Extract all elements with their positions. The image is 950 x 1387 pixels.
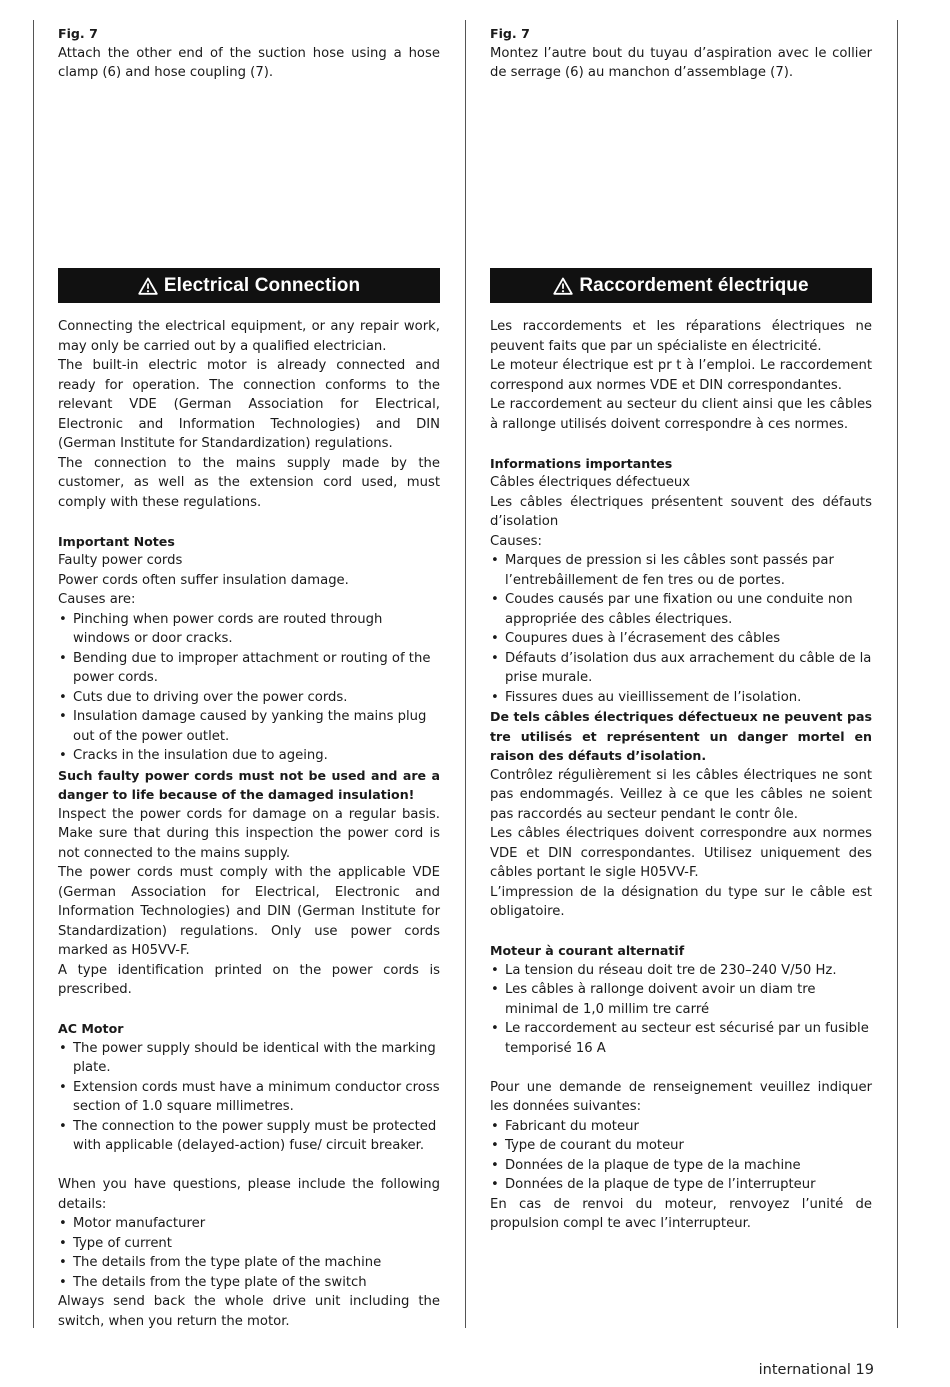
list-item: • Données de la plaque de type de la machine — [490, 1156, 872, 1176]
right-intro-3: Le raccordement au secteur du client ainsi que les câbles à rallonge utilisés doivent correspondre à ces normes. — [490, 397, 872, 432]
right-closing: En cas de renvoi du moteur, renvoyez l’unité de propulsion compl te avec l’interrupteur. — [490, 1196, 872, 1231]
list-item: • The details from the type plate of the machine — [58, 1253, 440, 1273]
left-ac-list — [58, 1039, 440, 1156]
left-intro-1: Connecting the electrical equipment, or any repair work, may only be carried out by a qualified electrician. — [58, 319, 440, 354]
right-ac-list — [490, 961, 872, 1059]
left-closing: Always send back the whole drive unit including the switch, when you return the motor. — [58, 1294, 440, 1329]
left-section-title: Electrical Connection — [163, 274, 361, 296]
right-questions-list — [490, 1117, 872, 1195]
left-causes-list — [58, 610, 440, 766]
center-column-rule — [465, 20, 466, 1328]
left-body — [58, 317, 440, 1331]
list-item: • Extension cords must have a minimum conductor cross section of 1.0 square millimetres. — [58, 1078, 440, 1117]
list-item: • Données de la plaque de type de l’interrupteur — [490, 1175, 872, 1195]
list-item: • Coupures dues à l’écrasement des câbles — [490, 629, 872, 649]
left-questions-list — [58, 1214, 440, 1292]
right-body — [490, 317, 872, 1234]
left-after-warning-1: Inspect the power cords for damage on a regular basis. Make sure that during this inspection the power cord is not connected to the mains supply. — [58, 806, 440, 861]
right-notes-line-2: Les câbles électriques présentent souvent des défauts d’isolation — [490, 494, 872, 529]
list-item: • Insulation damage caused by yanking the mains plug out of the power outlet. — [58, 707, 440, 746]
list-item: • Les câbles à rallonge doivent avoir un diam tre minimal de 1,0 millim tre carré — [490, 980, 872, 1019]
right-section-header — [490, 268, 872, 303]
left-after-warning-3: A type identification printed on the power cords is prescribed. — [58, 962, 440, 997]
page-footer: international 19 — [758, 1362, 874, 1378]
left-danger-warning: Such faulty power cords must not be used and are a danger to life because of the damaged insulation! — [58, 767, 440, 802]
warning-triangle-icon — [553, 277, 573, 295]
left-notes-line-1: Faulty power cords — [58, 553, 183, 568]
left-fig-text: Attach the other end of the suction hose using a hose clamp (6) and hose coupling (7). — [58, 45, 440, 80]
right-intro-1: Les raccordements et les réparations électriques ne peuvent faits que par un spécialiste en électricité. — [490, 319, 872, 354]
left-after-warning-2: The power cords must comply with the applicable VDE (German Association for Electrical, Electronic and Information Technologies) and DIN (German Institute for Standardization) regulations. Only use power cords marked as H05VV-F. — [58, 865, 440, 958]
right-notes-line-3: Causes: — [490, 533, 542, 549]
left-fig-section — [58, 24, 440, 83]
right-section-title: Raccordement électrique — [579, 274, 809, 296]
right-fig-label: Fig. 7 — [490, 26, 530, 41]
left-ac-heading: AC Motor — [58, 1021, 124, 1036]
left-margin-rule — [33, 20, 34, 1328]
left-questions-intro: When you have questions, please include the following details: — [58, 1177, 440, 1212]
list-item: • Bending due to improper attachment or routing of the power cords. — [58, 649, 440, 688]
right-fig-text: Montez l’autre bout du tuyau d’aspiration avec le collier de serrage (6) au manchon d’assemblage (7). — [490, 45, 872, 80]
list-item: • Cracks in the insulation due to ageing. — [58, 746, 440, 766]
right-after-warning-1: Contrôlez régulièrement si les câbles électriques ne sont pas endommagés. Veillez à ce que les câbles ne soient pas raccordés au secteur pendant le contr ôle. — [490, 767, 872, 822]
left-notes-heading: Important Notes — [58, 533, 175, 549]
list-item: • Le raccordement au secteur est sécurisé par un fusible temporisé 16 A — [490, 1019, 872, 1058]
list-item: • Type of current — [58, 1234, 440, 1254]
list-item: • Type de courant du moteur — [490, 1136, 872, 1156]
left-intro-3: The connection to the mains supply made by the customer, as well as the extension cord used, must comply with these regulations. — [58, 455, 440, 510]
left-fig-label: Fig. 7 — [58, 26, 98, 41]
list-item: • Coudes causés par une fixation ou une conduite non appropriée des câbles électriques. — [490, 590, 872, 629]
list-item: • Fabricant du moteur — [490, 1117, 872, 1137]
right-danger-warning: De tels câbles électriques défectueux ne peuvent pas tre utilisés et représentent un danger mortel en raison des défauts d’isolation. — [490, 709, 872, 763]
right-after-warning-3: L’impression de la désignation du type sur le câble est obligatoire. — [490, 884, 872, 919]
right-notes-heading: Informations importantes — [490, 455, 673, 471]
right-questions-intro: Pour une demande de renseignement veuillez indiquer les données suivantes: — [490, 1079, 872, 1114]
right-after-warning-2: Les câbles électriques doivent correspondre aux normes VDE et DIN correspondantes. Utilisez uniquement des câbles portant le sigle H05VV-F. — [490, 826, 872, 880]
list-item: • Cuts due to driving over the power cords. — [58, 688, 440, 708]
list-item: • Motor manufacturer — [58, 1214, 440, 1234]
list-item: • Marques de pression si les câbles sont passés par l’entrebâillement de fen tres ou de portes. — [490, 551, 872, 590]
right-notes-line-1: Câbles électriques défectueux — [490, 475, 691, 490]
left-section-header — [58, 268, 440, 303]
left-intro-2: The built-in electric motor is already connected and ready for operation. The connection conforms to the relevant VDE (German Association for Electrical, Electronic and Information Technologies) and DIN (German Institute for Standardization) regulations. — [58, 358, 440, 451]
right-ac-heading: Moteur à courant alternatif — [490, 943, 685, 958]
right-margin-rule — [897, 20, 898, 1328]
right-causes-list — [490, 551, 872, 707]
left-notes-line-3: Causes are: — [58, 592, 136, 607]
list-item: • The details from the type plate of the switch — [58, 1273, 440, 1293]
right-fig-section — [490, 24, 872, 83]
list-item: • The power supply should be identical with the marking plate. — [58, 1039, 440, 1078]
list-item: • Pinching when power cords are routed through windows or door cracks. — [58, 610, 440, 649]
list-item: • Défauts d’isolation dus aux arrachement du câble de la prise murale. — [490, 649, 872, 688]
right-intro-2: Le moteur électrique est pr t à l’emploi. Le raccordement correspond aux normes VDE et DIN correspondantes. — [490, 358, 872, 393]
warning-triangle-icon — [138, 277, 158, 295]
list-item: • La tension du réseau doit tre de 230–240 V/50 Hz. — [490, 961, 872, 981]
left-notes-line-2: Power cords often suffer insulation damage. — [58, 572, 349, 588]
list-item: • The connection to the power supply must be protected with applicable (delayed-action) fuse/ circuit breaker. — [58, 1117, 440, 1156]
list-item: • Fissures dues au vieillissement de l’isolation. — [490, 688, 872, 708]
